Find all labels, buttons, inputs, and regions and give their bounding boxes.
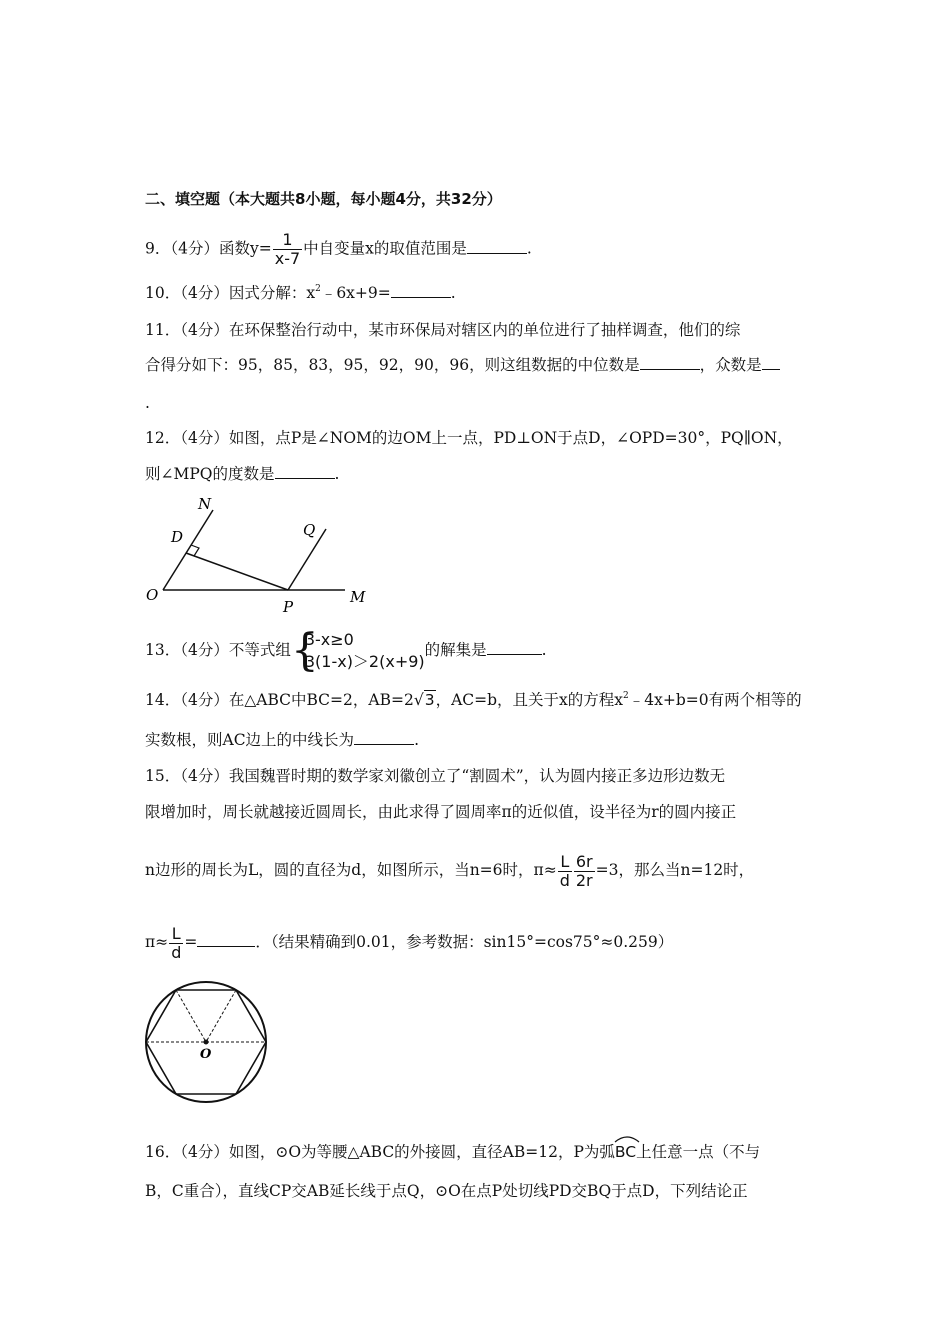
question-16-line2: B，C重合），直线CP交AB延长线于点Q，⊙O在点P处切线PD交BQ于点D，下列结论正 [145,1182,748,1200]
q12-line-pd [186,553,288,590]
q14-end: . [414,731,419,749]
q15-label-o: O [200,1047,212,1062]
q12-label-n: N [198,495,212,513]
q15-radius-left [176,990,206,1042]
q12-label-q: Q [303,521,316,539]
q10-end: . [450,284,456,302]
q14-sqrt-radicand: 3 [424,691,435,709]
q15-answer-blank [197,932,255,947]
section-title: 二、填空题（本大题共8小题，每小题4分，共32分） [145,190,502,208]
question-15-line3 [145,848,754,892]
q16-text-b: 上任意一点（不与 [636,1143,761,1161]
q15-frac1-num: L [558,853,572,872]
question-14-line2 [145,730,419,750]
q15-text-b: =3，那么当n=12时， [595,861,755,879]
question-12-line2 [145,464,339,484]
q15-frac2-num: 6r [575,851,593,871]
question-11-line2 [145,355,780,375]
q13-answer-blank [487,640,542,655]
q15-eq: = [184,933,198,951]
q15-fraction-3 [169,925,183,962]
q9-end: . [526,239,532,258]
q16-arc-label: BC [614,1143,637,1161]
q14-text-a: 14．（4分）在△ABC中BC=2，AB=2 [145,691,414,709]
q13-row2: 3(1-x)＞2(x+9) [304,652,425,671]
q16-arc [615,1142,636,1162]
q10-answer-blank [391,283,451,298]
q9-prefix: 9．（4分）函数y= [145,239,272,258]
q13-prefix: 13．（4分）不等式组 [145,641,291,659]
q14-sqrt: √3 [413,691,435,709]
question-15-line1: 15．（4分）我国魏晋时期的数学家刘徽创立了“割圆术”，认为圆内接正多边形边数无 [145,767,726,785]
q13-end: . [541,641,547,659]
q11-text-b: ，众数是 [699,356,762,374]
q11-text-a: 合得分如下：95，85，83，95，92，90，96，则这组数据的中位数是 [145,356,640,374]
q15-frac3-den: d [171,942,182,962]
q10-prefix: 10．（4分）因式分解：x [145,284,316,302]
q9-frac-num: 1 [273,231,302,250]
q15-text-a: n边形的周长为L，圆的直径为d，如图所示，当n=6时，π≈ [145,861,557,879]
q16-text-a: 16．（4分）如图，⊙O为等腰△ABC的外接圆，直径AB=12，P为弧 [145,1143,615,1161]
q15-text-c: ．（结果精确到0.01，参考数据：sin15°=cos75°≈0.259） [255,933,674,951]
q9-suffix: 中自变量x的取值范围是 [303,239,467,258]
q10-sup: 2 [315,284,321,294]
q14-answer-blank [354,730,414,745]
q11-mode-blank [762,355,780,370]
q15-frac1-den: d [559,870,570,890]
q12-line-on [163,510,213,590]
question-11-line3: . [145,394,150,412]
q14-text-b: ，AC=b，且关于x的方程x [435,691,624,709]
q9-fraction [273,231,302,268]
q15-frac2-den: 2r [575,870,593,890]
q14-sup: 2 [623,691,629,701]
q14-text-d: 实数根，则AC边上的中线长为 [145,731,355,749]
q15-pi: π≈ [145,933,169,951]
question-14-line1 [145,690,802,710]
q12-answer-blank [275,464,335,479]
q12-end: . [334,465,340,483]
question-12-line1: 12．（4分）如图，点P是∠NOM的边OM上一点，PD⊥ON于点D，∠OPD=30°，PQ∥ON， [145,429,793,447]
question-11-line1: 11．（4分）在环保整治行动中，某市环保局对辖区内的单位进行了抽样调查，他们的综 [145,321,741,339]
q12-label-p: P [283,598,294,615]
q14-text-c: ﹣4x+b=0有两个相等的 [628,691,802,709]
q12-right-angle-mark [191,545,199,556]
q12-label-d: D [171,528,184,546]
q13-brace: { [290,625,319,676]
question-13 [145,625,547,676]
q13-row1: 3-x≥0 [304,630,354,649]
question-15-line2: 限增加时，周长就越接近圆周长，由此求得了圆周率π的近似值，设半径为r的圆内接正 [145,803,737,821]
q15-center-point [204,1040,209,1045]
q13-suffix: 的解集是 [424,641,487,659]
question-16-line1 [145,1142,760,1162]
q15-fraction-2 [574,853,595,890]
q9-answer-blank [467,239,527,254]
q13-system [290,625,425,676]
q12-figure [140,490,380,615]
q12-text: 则∠MPQ的度数是 [145,465,275,483]
q15-radius-right [206,990,236,1042]
q16-arc-mark [614,1135,640,1143]
q12-label-m: M [350,588,366,606]
q15-frac3-num: L [169,925,183,944]
q15-figure [140,976,280,1106]
q12-label-o: O [146,586,159,604]
q9-frac-den: x-7 [274,249,301,268]
question-9 [145,231,532,268]
question-15-line4 [145,920,673,964]
q11-median-blank [640,355,700,370]
q15-fraction-1 [558,853,572,890]
q10-suffix: ﹣6x+9= [320,284,391,302]
question-10 [145,283,456,303]
